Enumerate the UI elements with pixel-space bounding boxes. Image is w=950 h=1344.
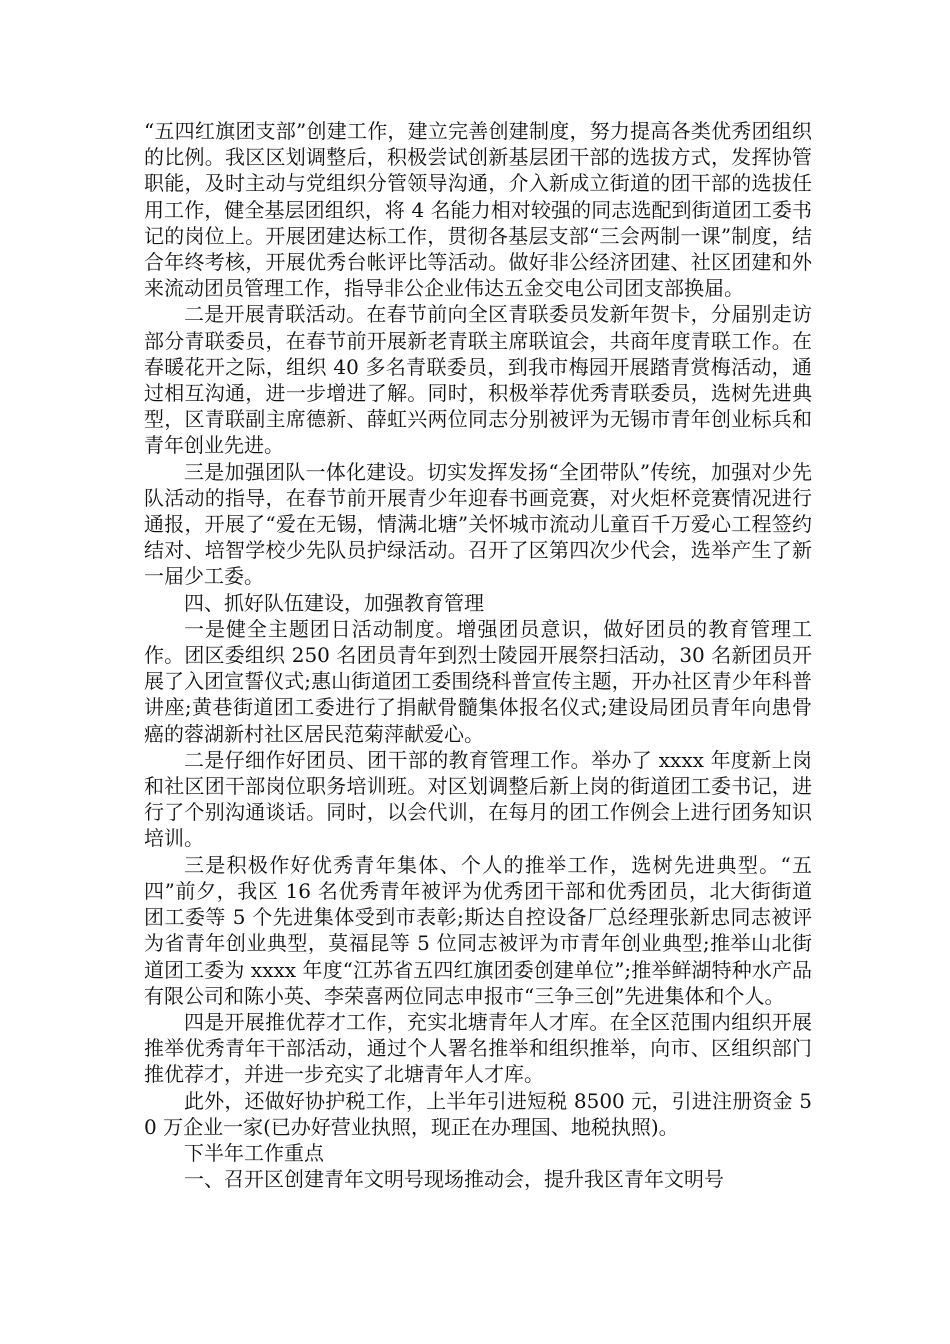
paragraph-5: 一是健全主题团日活动制度。增强团员意识，做好团员的教育管理工作。团区委组织 250 名团员青年到烈士陵园开展祭扫活动，30 名新团员开展了入团宣誓仪式;惠山街道团工委围绕科普宣传主题，开办社区青少年科普讲座;黄巷街道团工委进行了捐献骨髓集体报名仪式;建设局团员青年向患骨癌的蓉湖新村社区居民范菊萍献爱心。 [144, 616, 812, 746]
document-body [144, 118, 812, 1192]
paragraph-7: 三是积极作好优秀青年集体、个人的推举工作，选树先进典型。“五四”前夕，我区 16 名优秀青年被评为优秀团干部和优秀团员，北大街街道团工委等 5 个先进集体受到市表彰;斯达自控设备厂总经理张新忠同志被评为省青年创业典型，莫福昆等 5 位同志被评为市青年创业典型;推举山北街道团工委为 xxxx 年度“江苏省五四红旗团委创建单位”;推举鲜湖特种水产品有限公司和陈小英、李荣喜两位同志申报市“三争三创”先进集体和个人。 [144, 852, 812, 1008]
paragraph-8: 四是开展推优荐才工作，充实北塘青年人才库。在全区范围内组织开展推举优秀青年干部活动，通过个人署名推举和组织推举，向市、区组织部门推优荐才，并进一步充实了北塘青年人才库。 [144, 1009, 812, 1087]
section-heading-plan: 下半年工作重点 [184, 1140, 324, 1165]
paragraph-2: 二是开展青联活动。在春节前向全区青联委员发新年贺卡，分届别走访部分青联委员，在春节前开展新老青联主席联谊会，共商年度青联工作。在春暖花开之际，组织 40 多名青联委员，到我市梅园开展踏青赏梅活动，通过相互沟通，进一步增进了解。同时，积极举荐优秀青联委员，选树先进典型，区青联副主席德新、薛虹兴两位同志分别被评为无锡市青年创业标兵和青年创业先进。 [144, 302, 812, 458]
paragraph-1: “五四红旗团支部”创建工作，建立完善创建制度，努力提高各类优秀团组织的比例。我区区划调整后，积极尝试创新基层团干部的选拔方式，发挥协管职能，及时主动与党组织分管领导沟通，介入新成立街道的团干部的选拔任用工作，健全基层团组织，将 4 名能力相对较强的同志选配到街道团工委书记的岗位上。开展团建达标工作，贯彻各基层支部“三会两制一课”制度，结合年终考核，开展优秀台帐评比等活动。做好非公经济团建、社区团建和外来流动团员管理工作，指导非公企业伟达五金交电公司团支部换届。 [144, 119, 812, 301]
paragraph-6: 二是仔细作好团员、团干部的教育管理工作。举办了 xxxx 年度新上岗和社区团干部岗位职务培训班。对区划调整后新上岗的街道团工委书记，进行了个别沟通谈话。同时，以会代训，在每月的团工作例会上进行团务知识培训。 [144, 747, 812, 851]
section-heading-4: 四、抓好队伍建设，加强教育管理 [184, 590, 484, 615]
paragraph-3: 三是加强团队一体化建设。切实发挥发扬“全团带队”传统，加强对少先队活动的指导，在春节前开展青少年迎春书画竞赛，对火炬杯竞赛情况进行通报，开展了“爱在无锡，情满北塘”关怀城市流动儿童百千万爱心工程签约结对、培智学校少先队员护绿活动。召开了区第四次少代会，选举产生了新一届少工委。 [144, 459, 812, 589]
paragraph-9: 此外，还做好协护税工作，上半年引进短税 8500 元，引进注册资金 50 万企业一家(已办好营业执照，现正在办理国、地税执照)。 [144, 1088, 812, 1139]
paragraph-11: 一、召开区创建青年文明号现场推动会，提升我区青年文明号 [184, 1167, 724, 1192]
